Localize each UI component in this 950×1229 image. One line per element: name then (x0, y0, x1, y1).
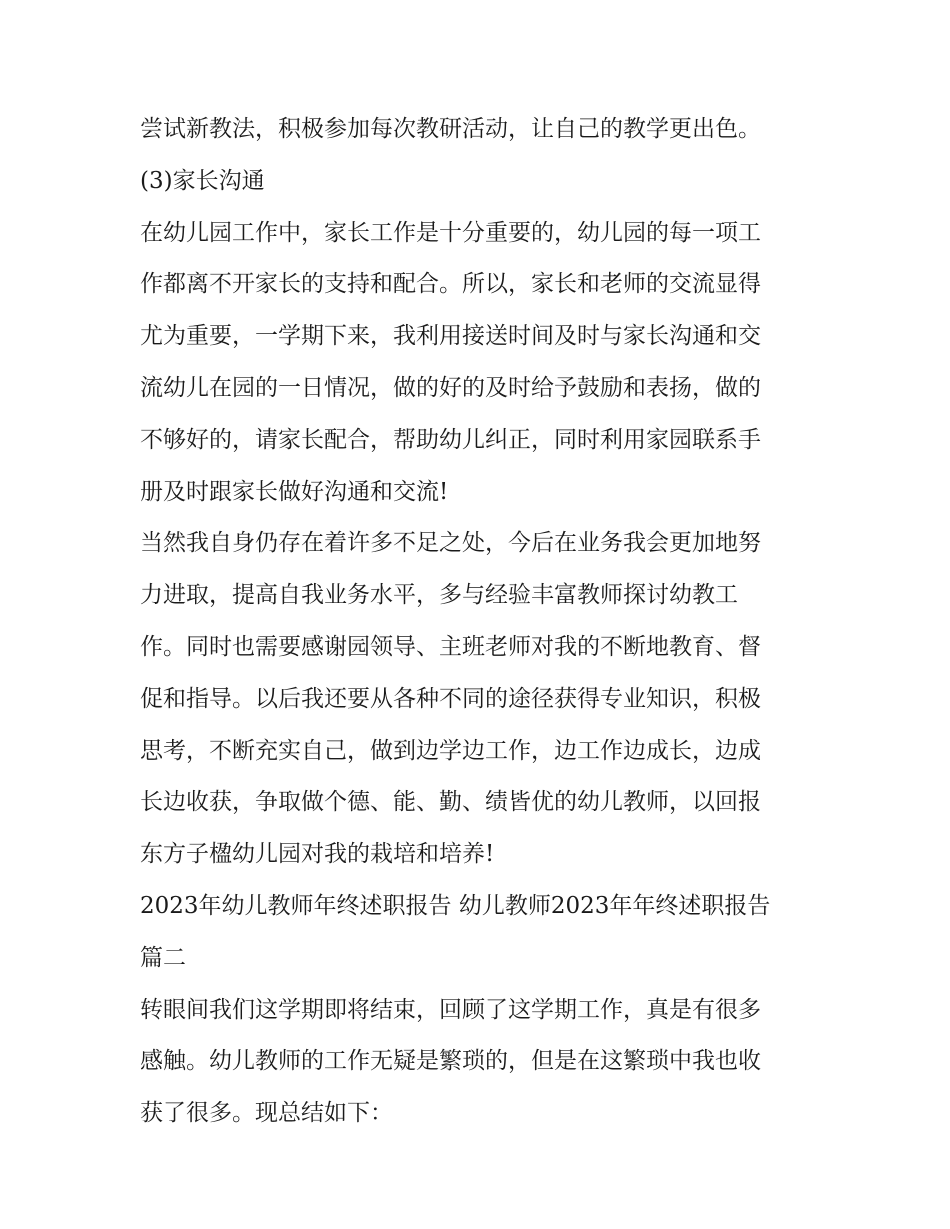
text-line: 促和指导。以后我还要从各种不同的途径获得专业知识，积极 (140, 685, 761, 712)
text-line: 在幼儿园工作中，家长工作是十分重要的，幼儿园的每一项工 (140, 219, 761, 246)
text-line: 流幼儿在园的一日情况，做的好的及时给予鼓励和表扬，做的 (140, 374, 761, 401)
report-title-continued: 篇二 (140, 944, 186, 971)
text-line: 尝试新教法，积极参加每次教研活动，让自己的教学更出色。 (140, 116, 761, 142)
text-line: 思考，不断充实自己，做到边学边工作，边工作边成长，边成 (140, 737, 761, 764)
text-line: 作都离不开家长的支持和配合。所以，家长和老师的交流显得 (140, 271, 761, 298)
report-title: 2023年幼儿教师年终述职报告 幼儿教师2023年年终述职报告 (140, 892, 771, 919)
text-line: 获了很多。现总结如下： (140, 1100, 393, 1127)
text-line: 力进取，提高自我业务水平，多与经验丰富教师探讨幼教工 (140, 582, 738, 609)
text-line: 尤为重要，一学期下来，我利用接送时间及时与家长沟通和交 (140, 323, 761, 350)
text-line: 册及时跟家长做好沟通和交流! (140, 478, 449, 505)
section-heading: (3)家长沟通 (140, 167, 265, 194)
text-line: 当然我自身仍存在着许多不足之处，今后在业务我会更加地努 (140, 530, 761, 557)
text-line: 转眼间我们这学期即将结束，回顾了这学期工作，真是有很多 (140, 996, 761, 1023)
text-line: 不够好的，请家长配合，帮助幼儿纠正，同时利用家园联系手 (140, 426, 761, 453)
text-line: 感触。幼儿教师的工作无疑是繁琐的，但是在这繁琐中我也收 (140, 1048, 761, 1075)
text-line: 作。同时也需要感谢园领导、主班老师对我的不断地教育、督 (140, 633, 761, 660)
text-line: 长边收获，争取做个德、能、勤、绩皆优的幼儿教师，以回报 (140, 789, 761, 816)
text-line: 东方子楹幼儿园对我的栽培和培养! (140, 841, 495, 868)
document-body (140, 104, 830, 1140)
